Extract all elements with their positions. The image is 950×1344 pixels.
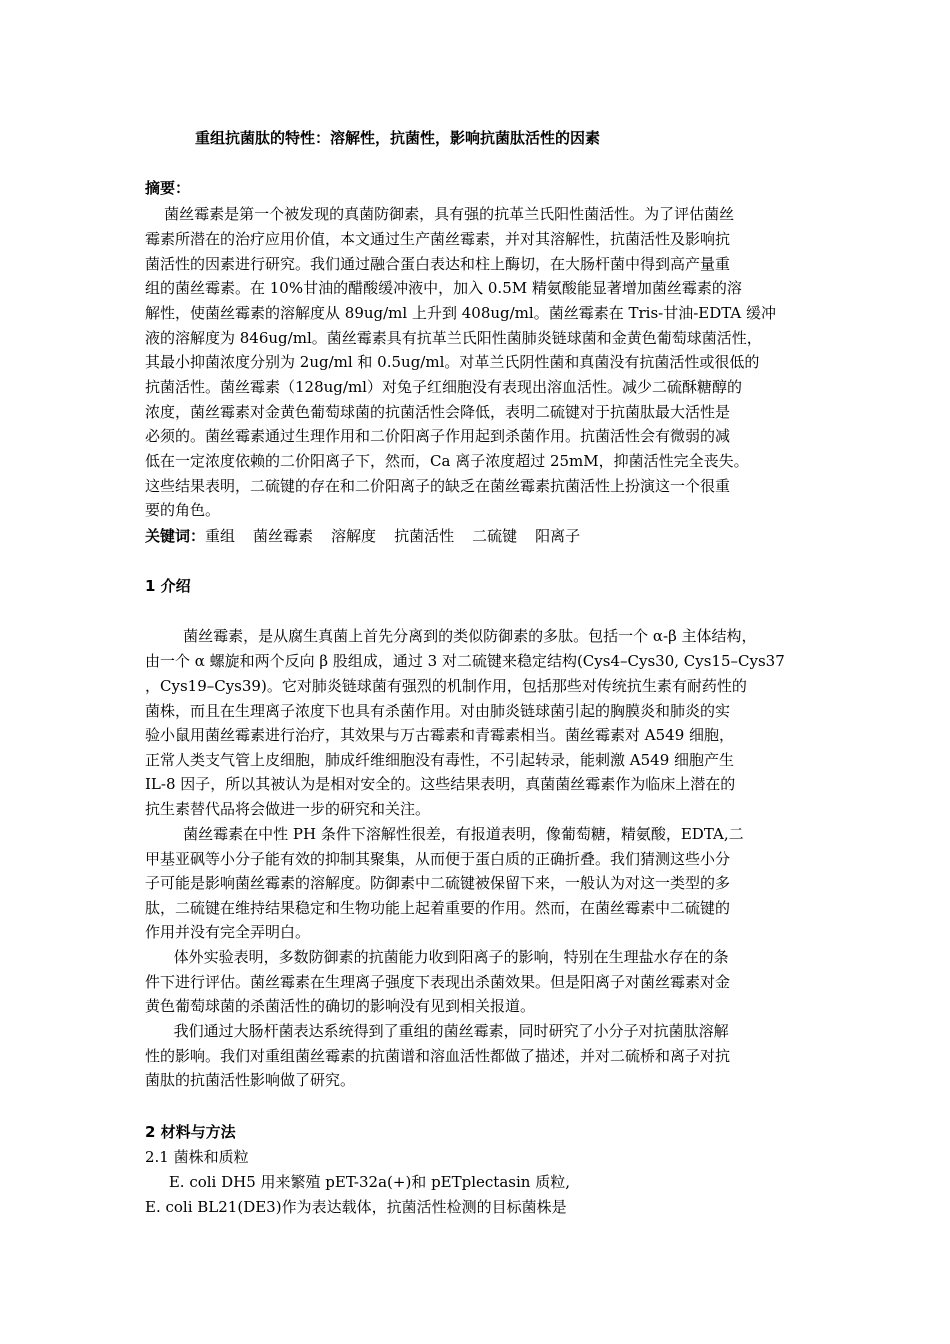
keyword: 菌丝霉素 — [253, 527, 314, 545]
keyword: 抗菌活性 — [394, 527, 455, 545]
abstract-line: 菌丝霉素是第一个被发现的真菌防御素，具有强的抗革兰氏阳性菌活性。为了评估菌丝 — [145, 205, 735, 223]
keyword: 阳离子 — [535, 527, 581, 545]
section1-line: 我们通过大肠杆菌表达系统得到了重组的菌丝霉素，同时研究了小分子对抗菌肽溶解 — [145, 1022, 729, 1040]
document-title: 重组抗菌肽的特性：溶解性，抗菌性，影响抗菌肽活性的因素 — [195, 129, 601, 147]
abstract-line: 要的角色。 — [145, 501, 221, 519]
section1-line: 菌肽的抗菌活性影响做了研究。 — [145, 1071, 356, 1089]
abstract-line: 液的溶解度为 846ug/ml。菌丝霉素具有抗革兰氏阳性菌肺炎链球菌和金黄色葡萄球菌活性， — [145, 329, 762, 347]
section1-line: 菌丝霉素，是从腐生真菌上首先分离到的类似防御素的多肽。包括一个 α-β 主体结构， — [145, 627, 757, 645]
section1-line: 甲基亚砜等小分子能有效的抑制其聚集，从而便于蛋白质的正确折叠。我们猜测这些小分 — [145, 850, 731, 868]
section1-line: IL-8 因子，所以其被认为是相对安全的。这些结果表明，真菌菌丝霉素作为临床上潜在的 — [145, 775, 736, 793]
section1-line: 子可能是影响菌丝霉素的溶解度。防御素中二硫键被保留下来，一般认为对这一类型的多 — [145, 874, 731, 892]
section1-line: 作用并没有完全弄明白。 — [145, 923, 311, 941]
section1-line: 菌株，而且在生理离子浓度下也具有杀菌作用。对由肺炎链球菌引起的胸膜炎和肺炎的实 — [145, 702, 731, 720]
abstract-line: 抗菌活性。菌丝霉素（128ug/ml）对兔子红细胞没有表现出溶血活性。减少二硫酥糖醇的 — [145, 378, 742, 396]
abstract-line: 组的菌丝霉素。在 10%甘油的醋酸缓冲液中，加入 0.5M 精氨酸能显著增加菌丝霉素的溶 — [145, 279, 742, 297]
section1-line: 正常人类支气管上皮细胞，肺成纤维细胞没有毒性，不引起转录，能刺激 A549 细胞产生 — [145, 751, 735, 769]
section1-line: 件下进行评估。菌丝霉素在生理离子强度下表现出杀菌效果。但是阳离子对菌丝霉素对金 — [145, 973, 731, 991]
abstract-line: 这些结果表明，二硫键的存在和二价阳离子的缺乏在菌丝霉素抗菌活性上扮演这一个很重 — [145, 477, 731, 495]
section1-line: 性的影响。我们对重组菌丝霉素的抗菌谱和溶血活性都做了描述，并对二硫桥和离子对抗 — [145, 1047, 731, 1065]
abstract-line: 浓度，菌丝霉素对金黄色葡萄球菌的抗菌活性会降低，表明二硫键对于抗菌肽最大活性是 — [145, 403, 731, 421]
keyword: 二硫键 — [472, 527, 518, 545]
section1-line: ，Cys19–Cys39)。它对肺炎链球菌有强烈的机制作用，包括那些对传统抗生素有耐药性的 — [145, 677, 747, 695]
section1-line: 验小鼠用菌丝霉素进行治疗，其效果与万古霉素和青霉素相当。菌丝霉素对 A549 细胞， — [145, 726, 735, 744]
abstract-line: 解性，使菌丝霉素的溶解度从 89ug/ml 上升到 408ug/ml。菌丝霉素在 Tris-甘油-EDTA 缓冲 — [145, 304, 777, 322]
abstract-line: 低在一定浓度依赖的二价阳离子下，然而，Ca 离子浓度超过 25mM，抑菌活性完全丧失。 — [145, 452, 749, 470]
abstract-line: 其最小抑菌浓度分别为 2ug/ml 和 0.5ug/ml。对革兰氏阴性菌和真菌没有抗菌活性或很低的 — [145, 353, 760, 371]
abstract-line: 霉素所潜在的治疗应用价值，本文通过生产菌丝霉素，并对其溶解性，抗菌活性及影响抗 — [145, 230, 731, 248]
section1-line: 菌丝霉素在中性 PH 条件下溶解性很差，有报道表明，像葡萄糖，精氨酸，EDTA,二 — [145, 825, 744, 843]
keywords-label: 关键词： — [145, 527, 206, 545]
section1-line: 体外实验表明，多数防御素的抗菌能力收到阳离子的影响，特别在生理盐水存在的条 — [145, 948, 729, 966]
section1-line: 抗生素替代品将会做进一步的研究和关注。 — [145, 800, 431, 818]
section1-line: 肽，二硫键在维持结果稳定和生物功能上起着重要的作用。然而，在菌丝霉素中二硫键的 — [145, 899, 731, 917]
section1-heading: 1 介绍 — [145, 577, 191, 595]
section1-line: 黄色葡萄球菌的杀菌活性的确切的影响没有见到相关报道。 — [145, 997, 536, 1015]
keywords-row — [145, 525, 598, 547]
keyword: 溶解度 — [331, 527, 377, 545]
section2-heading: 2 材料与方法 — [145, 1123, 236, 1141]
section2-line: E. coli DH5 用来繁殖 pET-32a(+)和 pETplectasin 质粒, — [145, 1173, 570, 1191]
abstract-line: 必须的。菌丝霉素通过生理作用和二价阳离子作用起到杀菌作用。抗菌活性会有微弱的减 — [145, 427, 731, 445]
keyword: 重组 — [205, 527, 236, 545]
abstract-heading: 摘要： — [145, 179, 191, 197]
section1-line: 由一个 α 螺旋和两个反向 β 股组成，通过 3 对二硫键来稳定结构(Cys4–Cys30, Cys15–Cys37 — [145, 652, 785, 670]
section2-line: E. coli BL21(DE3)作为表达载体，抗菌活性检测的目标菌株是 — [145, 1198, 567, 1216]
abstract-line: 菌活性的因素进行研究。我们通过融合蛋白表达和柱上酶切，在大肠杆菌中得到高产量重 — [145, 255, 731, 273]
section2-1-heading: 2.1 菌株和质粒 — [145, 1148, 249, 1166]
